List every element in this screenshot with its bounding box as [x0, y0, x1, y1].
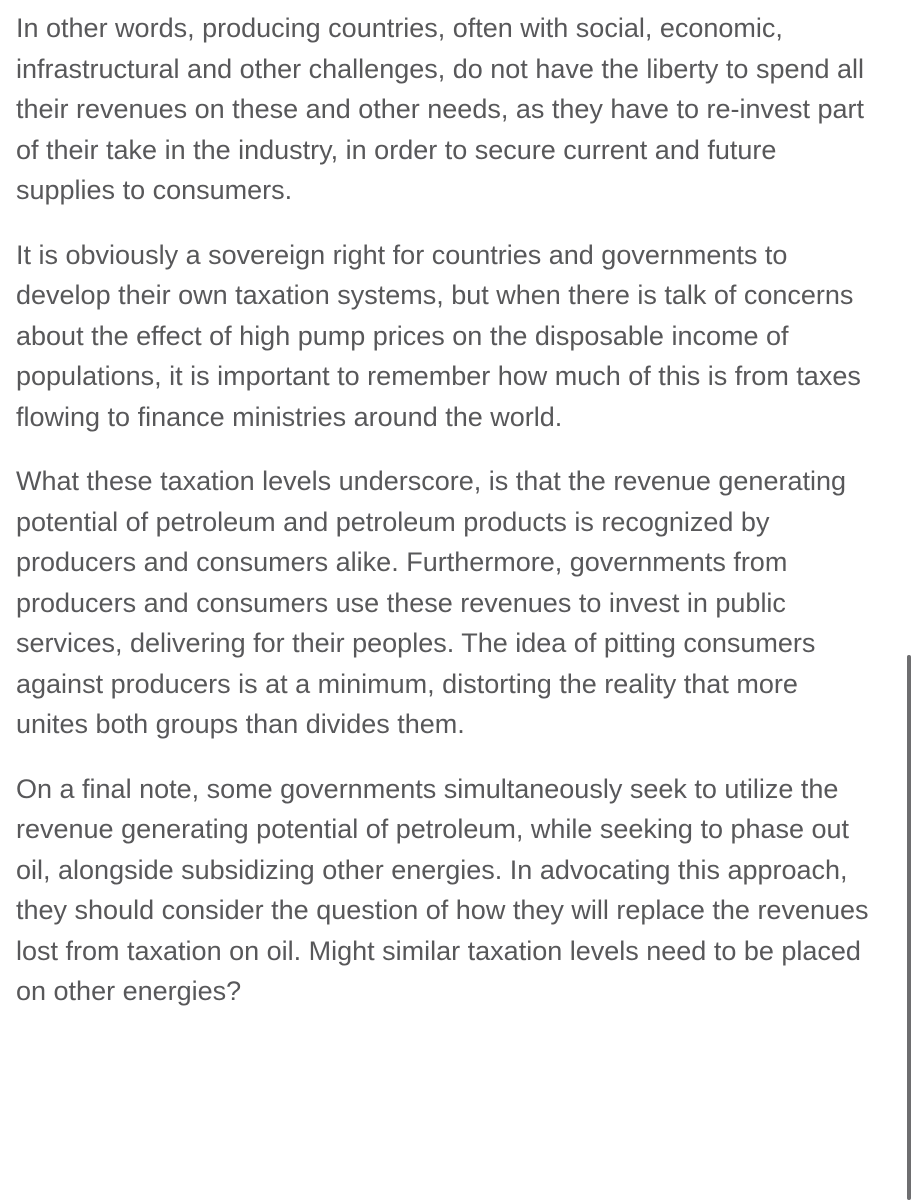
- article-paragraph-2: It is obviously a sovereign right for countries and governments to develop their own taxation systems, but when there is talk of concerns about the effect of high pump prices on the disposable income of populations, it is important to remember how much of this is from taxes flowing to finance ministries around the world.: [16, 239, 861, 432]
- article-paragraph-3: What these taxation levels underscore, is that the revenue generating potential of petroleum and petroleum products is recognized by producers and consumers alike. Furthermore, governments from producers and consumers use these revenues to invest in public services, delivering for their peoples. The idea of pitting consumers against producers is at a minimum, distorting the reality that more unites both groups than divides them.: [16, 466, 846, 739]
- vertical-scrollbar[interactable]: [907, 655, 911, 1200]
- article-paragraph-1: In other words, producing countries, often with social, economic, infrastructural and other challenges, do not have the liberty to spend all their revenues on these and other needs, as they have to re-invest part of their take in the industry, in order to secure current and future supplies to consumers.: [16, 13, 865, 205]
- article-paragraph-4: On a final note, some governments simultaneously seek to utilize the revenue generating potential of petroleum, while seeking to phase out oil, alongside subsidizing other energies. In advocating this approach, they should consider the question of how they will replace the revenues lost from taxation on oil. Might similar taxation levels need to be placed on other energies?: [16, 773, 869, 1006]
